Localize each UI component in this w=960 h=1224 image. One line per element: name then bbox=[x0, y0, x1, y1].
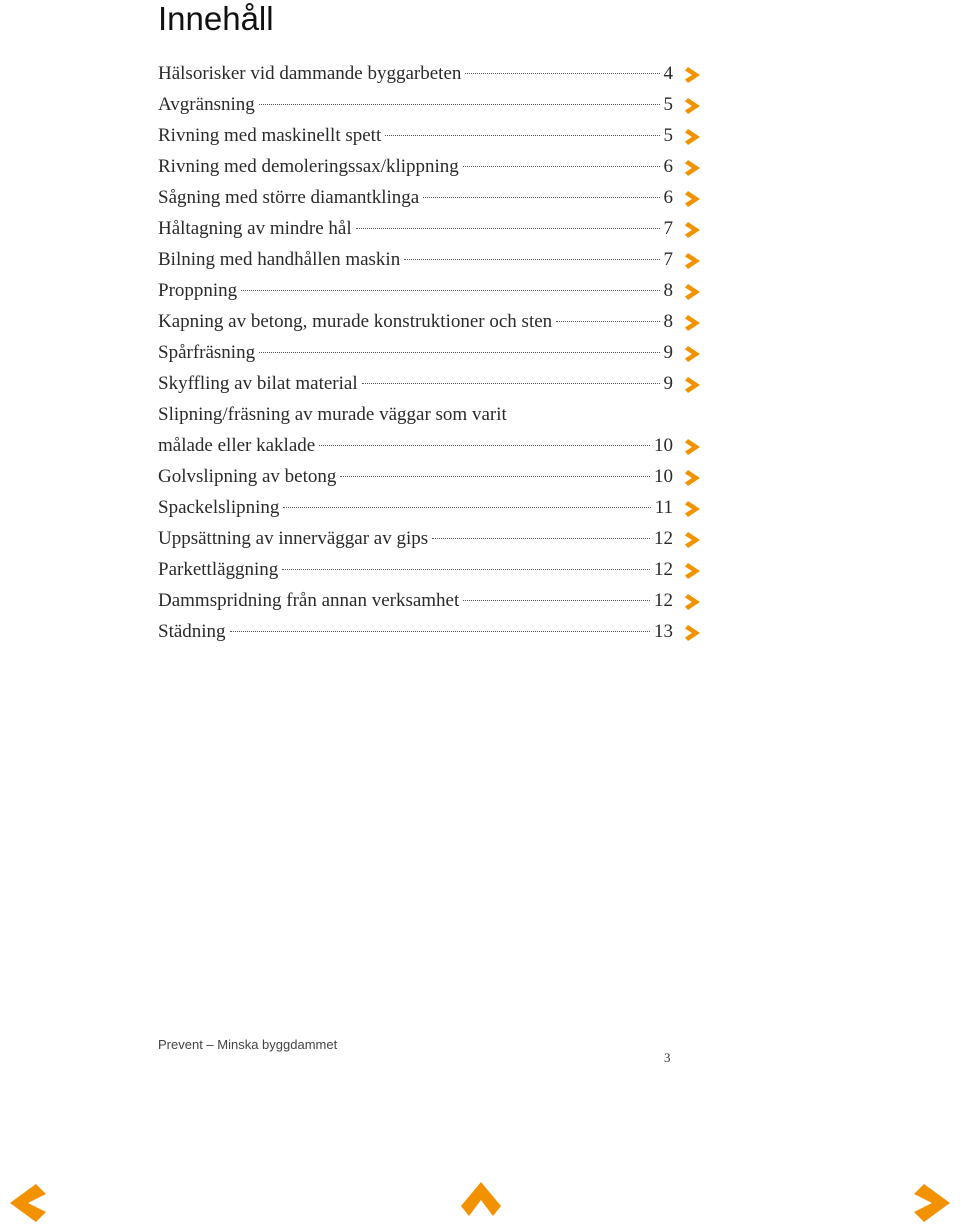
toc-entry-label: Rivning med maskinellt spett bbox=[158, 125, 382, 146]
toc-entry-label: Städning bbox=[158, 621, 226, 642]
toc-entry-label: Proppning bbox=[158, 280, 238, 301]
toc-entry-page: 7 bbox=[663, 249, 673, 270]
dot-leader bbox=[259, 104, 660, 105]
toc-entry[interactable] bbox=[158, 337, 673, 368]
toc-entry-page: 8 bbox=[663, 280, 673, 301]
dot-leader bbox=[385, 135, 659, 136]
chevron-right-icon[interactable] bbox=[685, 625, 701, 641]
dot-leader bbox=[404, 259, 659, 260]
dot-leader bbox=[463, 600, 650, 601]
page-title: Innehåll bbox=[158, 0, 274, 37]
toc-entry-page: 12 bbox=[654, 559, 673, 580]
toc-entry-page: 12 bbox=[654, 528, 673, 549]
dot-leader bbox=[423, 197, 659, 198]
toc-entry bbox=[158, 399, 673, 430]
toc-entry[interactable] bbox=[158, 523, 673, 554]
chevron-right-icon[interactable] bbox=[685, 129, 701, 145]
toc-entry[interactable] bbox=[158, 430, 673, 461]
dot-leader bbox=[283, 507, 650, 508]
dot-leader bbox=[362, 383, 660, 384]
toc-entry[interactable] bbox=[158, 616, 673, 647]
chevron-right-icon[interactable] bbox=[685, 532, 701, 548]
toc-entry[interactable] bbox=[158, 58, 673, 89]
toc-entry-page: 5 bbox=[663, 125, 673, 146]
toc-entry-label: Spårfräsning bbox=[158, 342, 256, 363]
toc-entry-label: Golvslipning av betong bbox=[158, 466, 337, 487]
page-number: 3 bbox=[664, 1050, 671, 1065]
chevron-right-icon[interactable] bbox=[685, 253, 701, 269]
toc-entry[interactable] bbox=[158, 306, 673, 337]
dot-leader bbox=[463, 166, 660, 167]
toc-entry-label: Dammspridning från annan verksamhet bbox=[158, 590, 460, 611]
toc-entry-label: Hälsorisker vid dammande byggarbeten bbox=[158, 63, 462, 84]
chevron-right-icon[interactable] bbox=[685, 377, 701, 393]
chevron-right-icon[interactable] bbox=[685, 160, 701, 176]
chevron-right-icon[interactable] bbox=[685, 563, 701, 579]
toc-entry-label: Uppsättning av innerväggar av gips bbox=[158, 528, 429, 549]
toc-entry[interactable] bbox=[158, 244, 673, 275]
dot-leader bbox=[230, 631, 650, 632]
toc-entry-page: 4 bbox=[663, 63, 673, 84]
chevron-right-icon[interactable] bbox=[685, 222, 701, 238]
dot-leader bbox=[432, 538, 650, 539]
dot-leader bbox=[319, 445, 650, 446]
toc-entry[interactable] bbox=[158, 585, 673, 616]
prev-page-button[interactable] bbox=[6, 1182, 46, 1224]
dot-leader bbox=[241, 290, 659, 291]
chevron-right-icon[interactable] bbox=[685, 470, 701, 486]
chevron-right-icon[interactable] bbox=[685, 191, 701, 207]
toc-entry-page: 12 bbox=[654, 590, 673, 611]
dot-leader bbox=[340, 476, 650, 477]
toc-entry[interactable] bbox=[158, 151, 673, 182]
toc-entry-label: Kapning av betong, murade konstruktioner och sten bbox=[158, 311, 553, 332]
toc-entry-label: Parkettläggning bbox=[158, 559, 279, 580]
toc-entry-label: Spackelslipning bbox=[158, 497, 280, 518]
toc-entry-page: 10 bbox=[654, 435, 673, 456]
next-page-button[interactable] bbox=[914, 1182, 954, 1224]
toc-entry[interactable] bbox=[158, 182, 673, 213]
toc-entry-label: Rivning med demoleringssax/klippning bbox=[158, 156, 459, 177]
dot-leader bbox=[556, 321, 659, 322]
toc-entry-page: 9 bbox=[663, 342, 673, 363]
toc-entry-label: Bilning med handhållen maskin bbox=[158, 249, 401, 270]
chevron-right-icon[interactable] bbox=[685, 501, 701, 517]
chevron-right-icon[interactable] bbox=[685, 439, 701, 455]
toc-entry-page: 10 bbox=[654, 466, 673, 487]
toc-entry-page: 8 bbox=[663, 311, 673, 332]
toc-entry[interactable] bbox=[158, 368, 673, 399]
chevron-right-icon[interactable] bbox=[685, 98, 701, 114]
chevron-right-icon[interactable] bbox=[685, 594, 701, 610]
toc-entry[interactable] bbox=[158, 89, 673, 120]
toc-entry[interactable] bbox=[158, 492, 673, 523]
toc-entry-label: Sågning med större diamantklinga bbox=[158, 187, 420, 208]
chevron-right-icon[interactable] bbox=[685, 284, 701, 300]
toc-entry-page: 6 bbox=[663, 187, 673, 208]
chevron-right-icon[interactable] bbox=[685, 315, 701, 331]
toc-entry[interactable] bbox=[158, 461, 673, 492]
toc-entry[interactable] bbox=[158, 275, 673, 306]
chevron-right-icon[interactable] bbox=[685, 346, 701, 362]
toc-entry-page: 6 bbox=[663, 156, 673, 177]
toc-entry-label: målade eller kaklade bbox=[158, 435, 316, 456]
toc-entry-page: 9 bbox=[663, 373, 673, 394]
toc-entry-page: 11 bbox=[654, 497, 673, 518]
dot-leader bbox=[282, 569, 650, 570]
chevron-left-icon bbox=[10, 1184, 46, 1222]
toc-entry-label: Slipning/fräsning av murade väggar som varit bbox=[158, 404, 507, 425]
table-of-contents bbox=[158, 58, 703, 647]
toc-entry-label: Avgränsning bbox=[158, 94, 255, 115]
dot-leader bbox=[356, 228, 660, 229]
dot-leader bbox=[465, 73, 659, 74]
toc-entry-page: 7 bbox=[663, 218, 673, 239]
publication-name: Prevent – Minska byggdammet bbox=[158, 1037, 338, 1052]
toc-entry-label: Skyffling av bilat material bbox=[158, 373, 358, 394]
up-button[interactable] bbox=[459, 1180, 503, 1220]
toc-entry[interactable] bbox=[158, 213, 673, 244]
dot-leader bbox=[259, 352, 659, 353]
toc-entry[interactable] bbox=[158, 554, 673, 585]
toc-entry-page: 5 bbox=[663, 94, 673, 115]
chevron-right-icon bbox=[914, 1184, 950, 1222]
toc-entry[interactable] bbox=[158, 120, 673, 151]
toc-entry-page: 13 bbox=[654, 621, 673, 642]
chevron-right-icon[interactable] bbox=[685, 67, 701, 83]
toc-entry-label: Håltagning av mindre hål bbox=[158, 218, 352, 239]
chevron-up-icon bbox=[461, 1182, 501, 1216]
